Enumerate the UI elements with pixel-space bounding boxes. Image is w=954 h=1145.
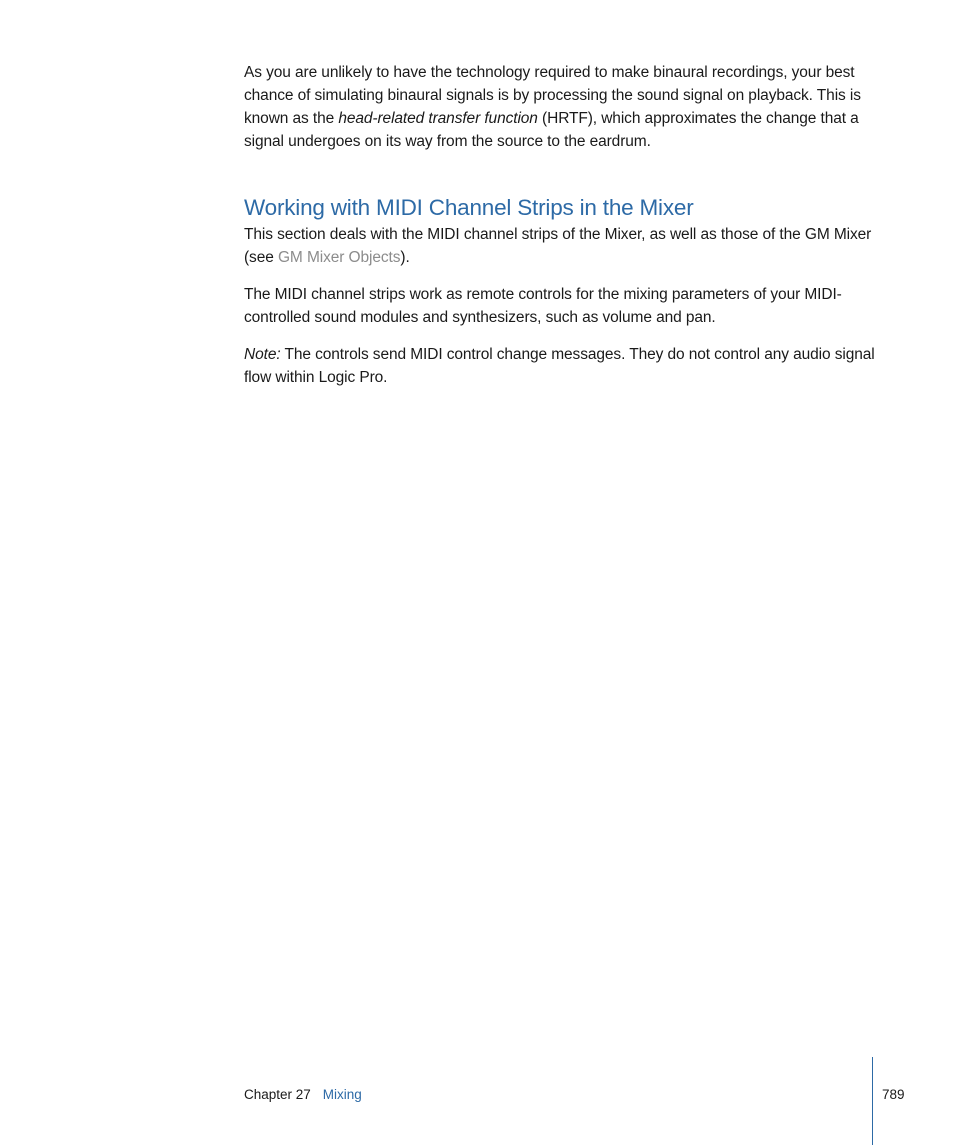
note-paragraph	[244, 343, 884, 389]
footer-chapter: Chapter 27	[244, 1087, 311, 1102]
gm-mixer-objects-link[interactable]: GM Mixer Objects	[277, 249, 401, 266]
page-footer	[244, 1086, 362, 1104]
page-content	[244, 61, 884, 403]
para1-text-start: This section deals with the MIDI channel strips of the Mixer, as well as those of the GM Mixer (see	[244, 226, 872, 266]
intro-text-start: As you are unlikely to have the technology required to make binaural recordings, your best chance of simulating binaural signals is by processing the sound signal on playback. This is known as the	[244, 64, 861, 127]
section-paragraph-2: The MIDI channel strips work as remote controls for the mixing parameters of your MIDI-controlled sound modules and synthesizers, such as volume and pan.	[244, 286, 842, 326]
section-heading: Working with MIDI Channel Strips in the Mixer	[244, 195, 694, 220]
intro-italic-term: head-related transfer function	[338, 110, 538, 127]
intro-paragraph	[244, 61, 884, 153]
footer-divider	[872, 1057, 873, 1145]
note-label: Note:	[244, 346, 281, 363]
intro-text-end: (HRTF), which approximates the change that a signal undergoes on its way from the source to the eardrum.	[244, 110, 859, 150]
para1-text-end: ).	[400, 249, 410, 266]
note-text: The controls send MIDI control change messages. They do not control any audio signal flow within Logic Pro.	[244, 346, 875, 386]
footer-chapter-name: Mixing	[322, 1087, 362, 1102]
section-paragraph-1	[244, 223, 884, 269]
page-number: 789	[882, 1087, 905, 1102]
